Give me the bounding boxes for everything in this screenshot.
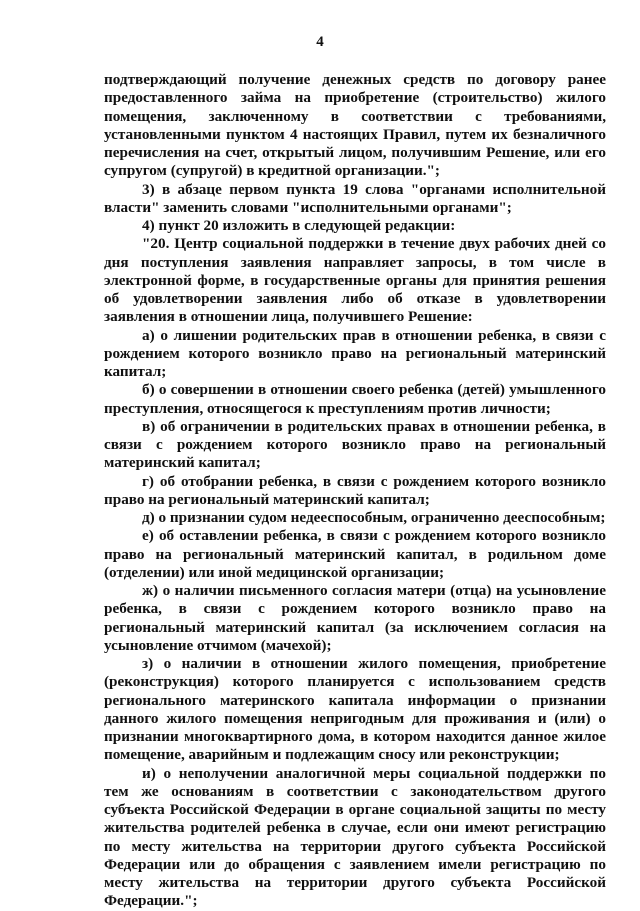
paragraph-subitem-z: з) о наличии в отношении жилого помещения, приобретение (реконструкция) которого планируется с использованием средств регионального материнского капитала информации о признании данного жилого помещения непригодным для проживания и (или) о признании многоквартирного дома, в котором находится данное жилое помещение, аварийным и подлежащим сносу или реконструкции;: [104, 655, 606, 764]
paragraph-subitem-e: е) об оставлении ребенка, в связи с рождением которого возникло право на региональный материнский капитал, в родильном доме (отделении) или иной медицинской организации;: [104, 527, 606, 581]
paragraph-subitem-g: г) об отобрании ребенка, в связи с рождением которого возникло право на региональный материнский капитал;: [104, 472, 606, 508]
paragraph-item-3: 3) в абзаце первом пункта 19 слова "органами исполнительной власти" заменить словами "исполнительными органами";: [104, 180, 606, 216]
paragraph-point-20: "20. Центр социальной поддержки в течение двух рабочих дней со дня поступления заявления направляет запросы, в том числе в электронной форме, в государственные органы для принятия решения об удовлетворении заявления либо об отказе в удовлетворении заявления в отношении лица, получившего Решение:: [104, 235, 606, 326]
paragraph-item-4: 4) пункт 20 изложить в следующей редакции:: [142, 217, 456, 234]
paragraph-subitem-v: в) об ограничении в родительских правах в отношении ребенка, в связи с рождением которого возникло право на региональный материнский капитал;: [104, 417, 606, 472]
paragraph-continuation: подтверждающий получение денежных средств по договору ранее предоставленного займа на приобретение (строительство) жилого помещения, заключенному в соответствии с требованиями, установленными пунктом 4 настоящих Правил, путем их безналичного перечисления на счет, открытый лицом, получившим Решение, или его супругом (супругой) в кредитной организации.";: [104, 71, 606, 180]
paragraph-subitem-zh: ж) о наличии письменного согласия матери (отца) на усыновление ребенка, в связи с рождением которого возникло право на региональный материнский капитал (за исключением согласия на усыновление отчимом (мачехой);: [104, 582, 606, 654]
paragraph-subitem-d: д) о признании судом недееспособным, ограниченно дееспособным;: [142, 509, 606, 526]
paragraph-subitem-a: а) о лишении родительских прав в отношении ребенка, в связи с рождением которого возникло право на региональный материнский капитал;: [104, 326, 606, 380]
document-body: [104, 71, 606, 911]
paragraph-subitem-b: б) о совершении в отношении своего ребенка (детей) умышленного преступления, относящегося к преступлениям против личности;: [104, 381, 606, 417]
page-number: 4: [316, 34, 324, 50]
paragraph-subitem-i: и) о неполучении аналогичной меры социальной поддержки по тем же основаниям в соответствии с законодательством другого субъекта Российской Федерации в органе социальной защиты по месту жительства родителей ребенка в случае, если они имеют регистрацию по месту жительства на территории другого субъекта Российской Федерации или до обращения с заявлением имели регистрацию по месту жительства на территории другого субъекта Российской Федерации.";: [104, 764, 606, 910]
